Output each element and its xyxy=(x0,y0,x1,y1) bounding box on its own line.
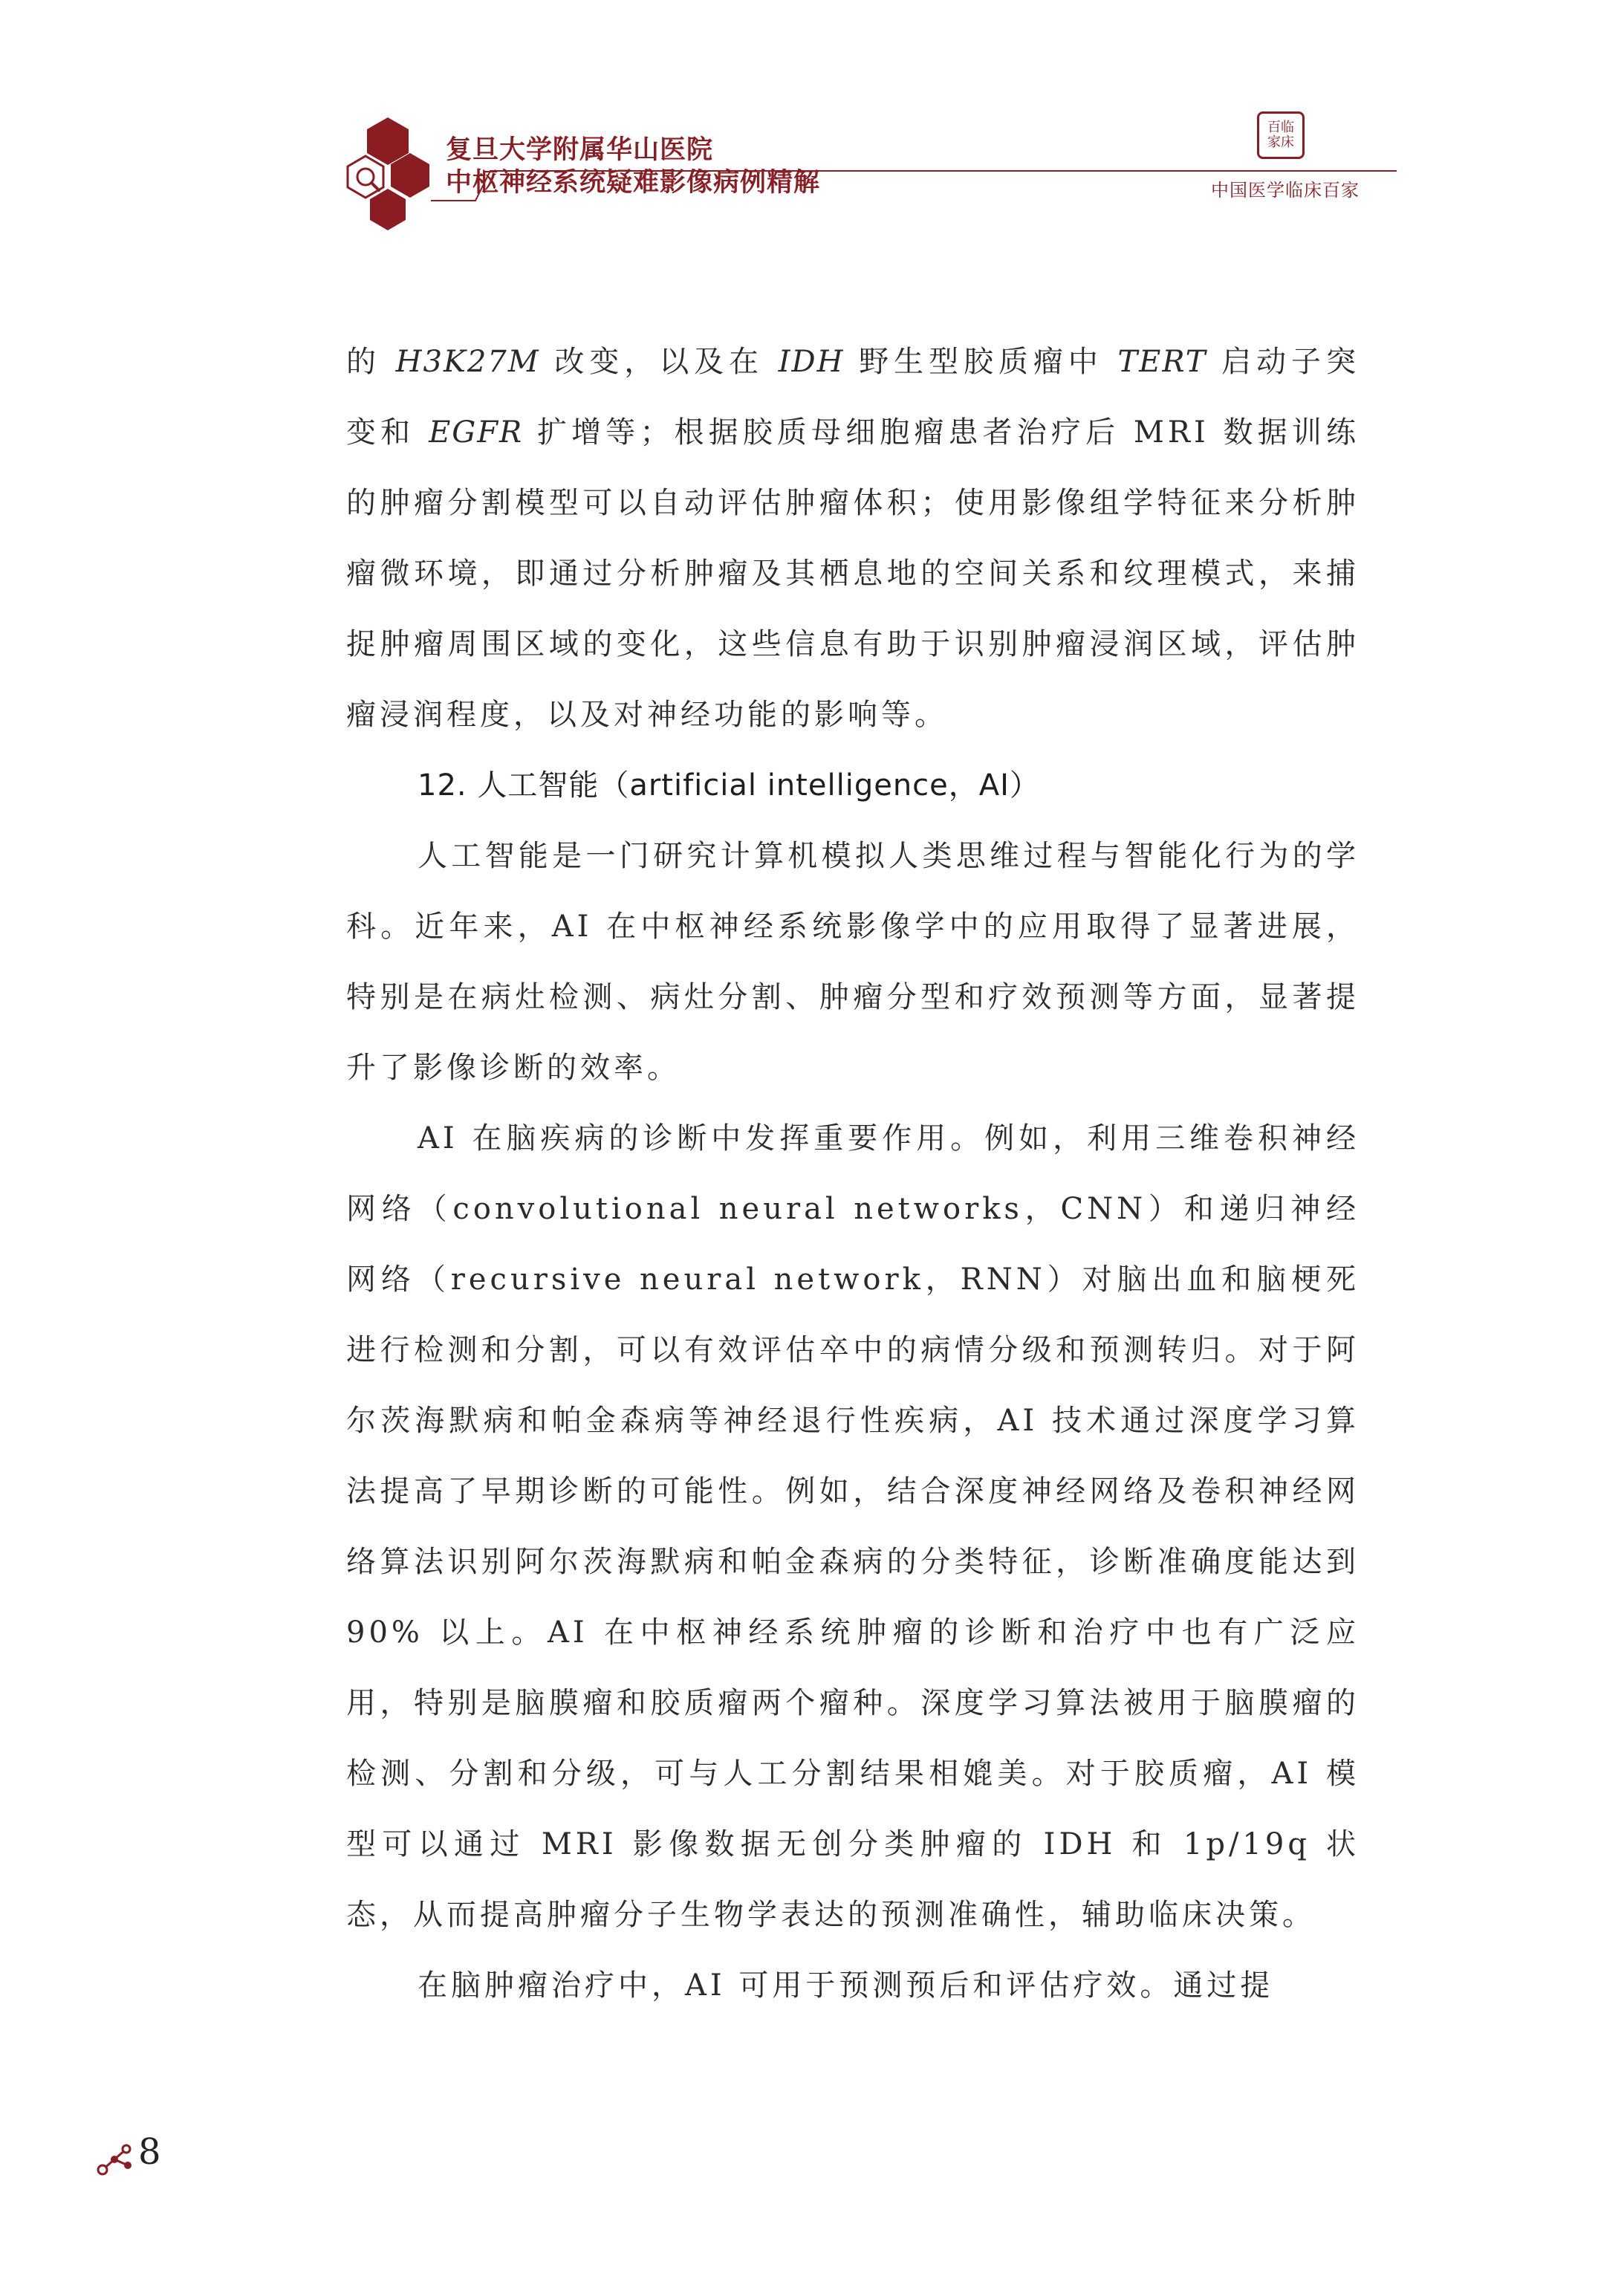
gene-tert: TERT xyxy=(1117,345,1207,379)
book-title-line-2: 中枢神经系统疑难影像病例精解 xyxy=(446,168,821,198)
book-title-line-1: 复旦大学附属华山医院 xyxy=(446,135,714,165)
seal-text-top: 百临 xyxy=(1267,120,1294,135)
main-text xyxy=(346,327,1360,2021)
paragraph-4: 在脑肿瘤治疗中，AI 可用于预测预后和评估疗效。通过提 xyxy=(418,1968,1274,2003)
gene-egfr: EGFR xyxy=(429,415,524,450)
page-header xyxy=(0,0,1624,238)
section-heading: 12. 人工智能（artificial intelligence，AI） xyxy=(418,768,1040,803)
molecule-icon xyxy=(95,2140,134,2179)
paragraph-2: 人工智能是一门研究计算机模拟人类思维过程与智能化行为的学科。近年来，AI 在中枢神经系统影像学中的应用取得了显著进展，特别是在病灶检测、病灶分割、肿瘤分型和疗效预测等方面，显著提升了影像诊断的效率。 xyxy=(346,839,1360,1085)
gene-h3k27m: H3K27M xyxy=(395,345,540,379)
paragraph-1: 的 H3K27M 改变，以及在 IDH 野生型胶质瘤中 TERT 启动子突变和 EGFR 扩增等；根据胶质母细胞瘤患者治疗后 MRI 数据训练的肿瘤分割模型可以自动评估肿瘤体积；使用影像组学特征来分析肿瘤微环境，即通过分析肿瘤及其栖息地的空间关系和纹理模式，来捕捉肿瘤周围区域的变化，这些信息有助于识别肿瘤浸润区域，评估肿瘤浸润程度，以及对神经功能的影响等。 xyxy=(346,345,1360,732)
seal-stamp-icon xyxy=(1257,111,1305,159)
gene-idh: IDH xyxy=(778,345,845,379)
seal-text-bottom: 家床 xyxy=(1267,134,1294,150)
series-name: 中国医学临床百家 xyxy=(1211,180,1360,201)
page-number: 8 xyxy=(138,2131,161,2173)
paragraph-3: AI 在脑疾病的诊断中发挥重要作用。例如，利用三维卷积神经网络（convolutional neural networks，CNN）和递归神经网络（recursive neural network，RNN）对脑出血和脑梗死进行检测和分割，可以有效评估卒中的病情分级和预测转归。对于阿尔茨海默病和帕金森病等神经退行性疾病，AI 技术通过深度学习算法提高了早期诊断的可能性。例如，结合深度神经网络及卷积神经网络算法识别阿尔茨海默病和帕金森病的分类特征，诊断准确度能达到 90% 以上。AI 在中枢神经系统肿瘤的诊断和治疗中也有广泛应用，特别是脑膜瘤和胶质瘤两个瘤种。深度学习算法被用于脑膜瘤的检测、分割和分级，可与人工分割结果相媲美。对于胶质瘤，AI 模型可以通过 MRI 影像数据无创分类肿瘤的 IDH 和 1p/19q 状态，从而提高肿瘤分子生物学表达的预测准确性，辅助临床决策。 xyxy=(346,1121,1360,1932)
